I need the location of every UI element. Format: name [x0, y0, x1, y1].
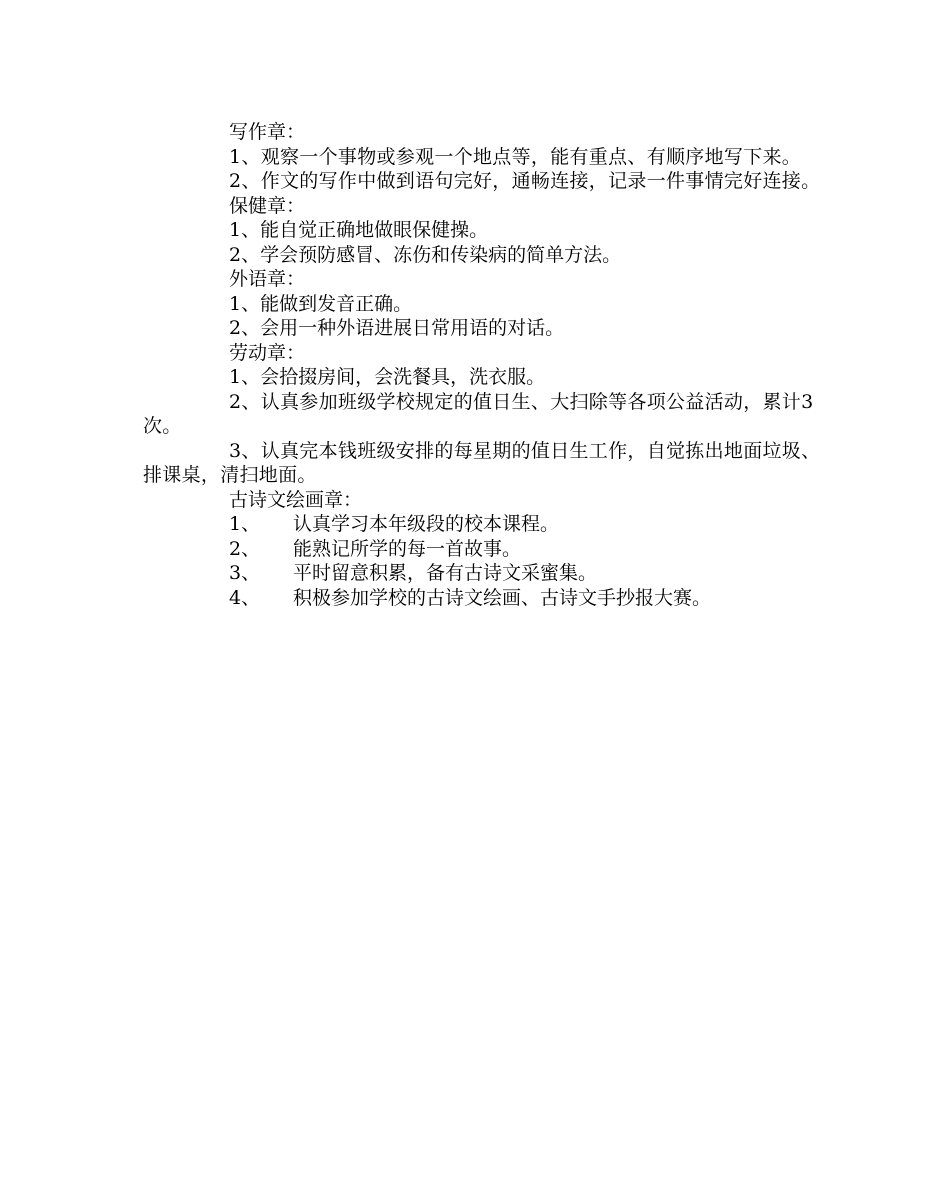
poetry-painting-list	[143, 512, 833, 610]
list-item	[143, 561, 833, 586]
health-item-1: 1、能自觉正确地做眼保健操。	[229, 219, 489, 241]
section-heading-labor: 劳动章：	[229, 341, 306, 364]
section-heading-health: 保健章：	[229, 194, 306, 217]
document-page	[143, 120, 833, 610]
foreign-language-item-1: 1、能做到发音正确。	[229, 292, 413, 315]
list-item	[143, 586, 833, 611]
list-item	[143, 537, 833, 562]
labor-item-1: 1、会拾掇房间，会洗餐具，洗衣服。	[229, 366, 546, 388]
list-item-number: 1、	[229, 513, 261, 535]
list-item-text: 积极参加学校的古诗文绘画、古诗文手抄报大赛。	[293, 586, 712, 609]
list-item	[143, 512, 833, 537]
section-heading-foreign-language: 外语章：	[229, 268, 306, 290]
list-item-text: 能熟记所学的每一首故事。	[293, 537, 522, 560]
writing-item-2: 2、作文的写作中做到语句完好，通畅连接，记录一件事情完好连接。	[229, 170, 821, 192]
list-item-number: 4、	[229, 586, 261, 609]
labor-item-3: 3、认真完本钱班级安排的每星期的值日生工作，自觉拣出地面垃圾、排课桌，清扫地面。	[143, 439, 821, 486]
list-item-text: 平时留意积累，备有古诗文采蜜集。	[293, 562, 598, 584]
section-heading-poetry-painting: 古诗文绘画章：	[229, 488, 363, 511]
labor-item-2: 2、认真参加班级学校规定的值日生、大扫除等各项公益活动，累计3次。	[143, 390, 814, 437]
section-heading-writing: 写作章：	[229, 121, 306, 143]
list-item-number: 2、	[229, 537, 261, 560]
list-item-number: 3、	[229, 562, 261, 584]
foreign-language-item-2: 2、会用一种外语进展日常用语的对话。	[229, 317, 565, 339]
list-item-text: 认真学习本年级段的校本课程。	[293, 513, 560, 535]
health-item-2: 2、学会预防感冒、冻伤和传染病的简单方法。	[229, 243, 622, 266]
writing-item-1: 1、观察一个事物或参观一个地点等，能有重点、有顺序地写下来。	[229, 145, 802, 168]
